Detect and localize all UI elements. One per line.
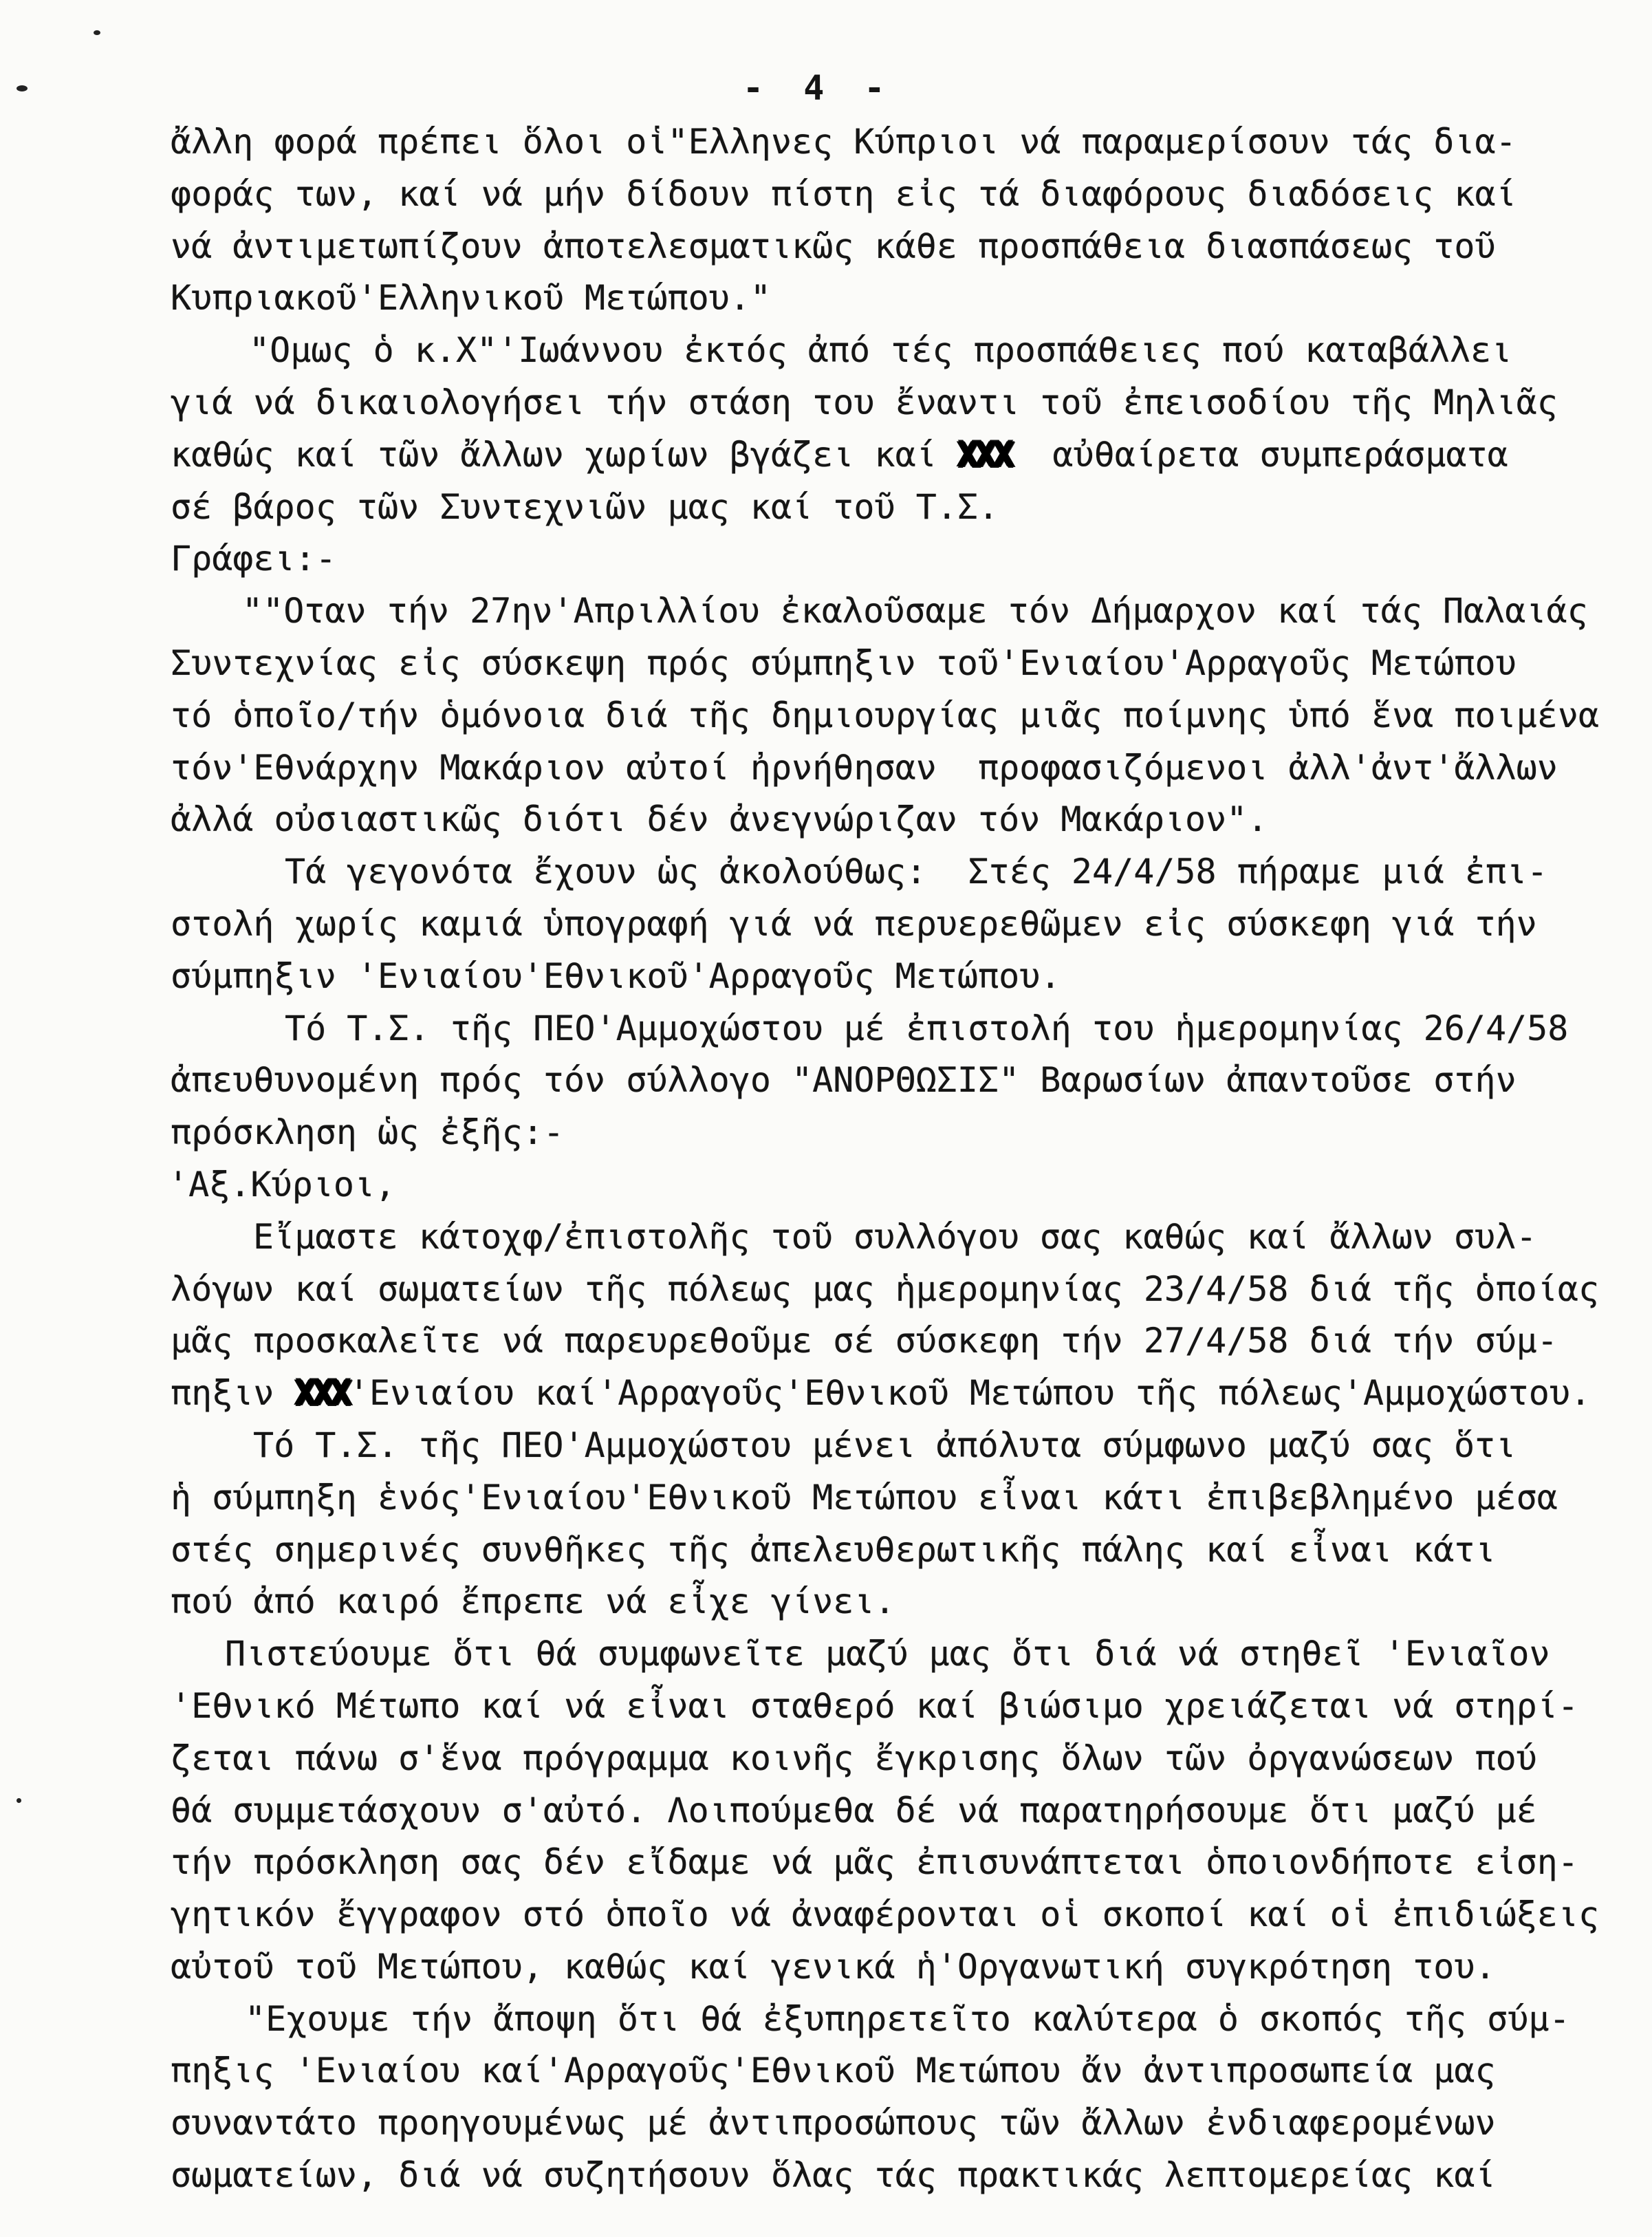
text-line: τόν'Εθνάρχην Μακάριον αὐτοί ἠρνήθησαν προφασιζόμενοι ἀλλ'ἀντ'ἄλλων (171, 747, 1558, 788)
text-line: 'Εθνικό Μέτωπο καί νά εἶναι σταθερό καί βιώσιμο χρειάζεται νά στηρί- (171, 1685, 1578, 1726)
paragraph-start-line: Τό Τ.Σ. τῆς ΠΕΟ'Αμμοχώστου μένει ἀπόλυτα σύμφωνο μαζύ σας ὅτι (253, 1425, 1517, 1465)
text-line: Γράφει:- (171, 539, 336, 579)
text-line: ἡ σύμπηξη ἑνός'Ενιαίου'Εθνικοῦ Μετώπου εἶναι κάτι ἐπιβεβλημένο μέσα (171, 1477, 1558, 1517)
paragraph-start-line: "Ομως ὁ κ.Χ"'Ιωάννου ἐκτός ἀπό τές προσπάθειες πού καταβάλλει (249, 330, 1512, 371)
text-line: πηξις 'Ενιαίου καί'Αρραγοῦς'Εθνικοῦ Μετώπου ἄν ἀντιπροσωπεία μας (171, 2051, 1496, 2091)
text-segment: 'Ενιαίου καί'Αρραγοῦς'Εθνικοῦ Μετώπου τῆς πόλεως'Αμμοχώστου. (348, 1373, 1591, 1414)
text-line: ἄλλη φορά πρέπει ὅλοι οἱ"Ελληνες Κύπριοι νά παραμερίσουν τάς δια- (171, 122, 1517, 162)
scan-speck (17, 85, 28, 91)
document-body (0, 116, 1652, 2202)
text-line: φοράς των, καί νά μήν δίδουν πίστη εἰς τά διαφόρους διαδόσεις καί (171, 173, 1517, 214)
text-line: ἀπευθυνομένη πρός τόν σύλλογο "ΑΝΟΡΘΩΣΙΣ" Βαρωσίων ἀπαντοῦσε στήν (171, 1060, 1517, 1101)
text-line: γητικόν ἔγγραφον στό ὁποῖο νά ἀναφέρονται οἱ σκοποί καί οἱ ἐπιδιώξεις (171, 1894, 1600, 1935)
text-line: σύμπηξιν 'Ενιαίου'Εθνικοῦ'Αρραγοῦς Μετώπου. (171, 955, 1061, 996)
text-line: πού ἀπό καιρό ἔπρεπε νά εἶχε γίνει. (171, 1581, 895, 1622)
text-line: συναντάτο προηγουμένως μέ ἀντιπροσώπους τῶν ἄλλων ἐνδιαφερομένων (171, 2103, 1496, 2143)
text-line: μᾶς προσκαλεῖτε νά παρευρεθοῦμε σέ σύσκεφη τήν 27/4/58 διά τήν σύμ- (171, 1321, 1558, 1361)
text-line: ζεται πάνω σ'ἕνα πρόγραμμα κοινῆς ἔγκρισης ὅλων τῶν ὀργανώσεων πού (171, 1738, 1537, 1778)
text-line: θά συμμετάσχουν σ'αὐτό. Λοιπούμεθα δέ νά παρατηρήσουμε ὅτι μαζύ μέ (171, 1790, 1537, 1830)
paragraph-start-line: Εἴμαστε κάτοχφ/ἐπιστολῆς τοῦ συλλόγου σας καθώς καί ἄλλων συλ- (253, 1216, 1537, 1257)
text-line: Κυπριακοῦ'Ελληνικοῦ Μετώπου." (171, 278, 771, 318)
paragraph-start-line: Πιστεύουμε ὅτι θά συμφωνεῖτε μαζύ μας ὅτι διά νά στηθεῖ 'Ενιαῖον (225, 1634, 1550, 1674)
text-line (0, 1368, 1652, 1420)
text-line: ἀλλά οὐσιαστικῶς διότι δέν ἀνεγνώριζαν τόν Μακάριον". (171, 799, 1268, 840)
text-line: πρόσκληση ὡς ἐξῆς:- (171, 1112, 564, 1153)
text-line: στολή χωρίς καμιά ὑπογραφή γιά νά περυερεθῶμεν εἰς σύσκεφη γιά τήν (171, 903, 1537, 944)
text-line (0, 429, 1652, 482)
text-line: λόγων καί σωματείων τῆς πόλεως μας ἡμερομηνίας 23/4/58 διά τῆς ὁποίας (171, 1268, 1600, 1309)
text-line: τό ὁποῖο/τήν ὁμόνοια διά τῆς δημιουργίας μιᾶς ποίμνης ὑπό ἕνα ποιμένα (171, 695, 1600, 735)
text-line: νά ἀντιμετωπίζουν ἀποτελεσματικῶς κάθε προσπάθεια διασπάσεως τοῦ (171, 226, 1496, 266)
overtyped-word: ΧΧΧ (294, 1373, 349, 1414)
text-line: Συντεχνίας εἰς σύσκεψη πρός σύμπηξιν τοῦ'Ενιαίου'Αρραγοῦς Μετώπου (171, 642, 1517, 683)
paragraph-start-line: Τό Τ.Σ. τῆς ΠΕΟ'Αμμοχώστου μέ ἐπιστολή του ἡμερομηνίας 26/4/58 (285, 1008, 1569, 1048)
paragraph-start-line: Τά γεγονότα ἔχουν ὡς ἀκολούθως: Στές 24/4/58 πήραμε μιά ἐπι- (285, 852, 1548, 892)
text-line: σωματείων, διά νά συζητήσουν ὅλας τάς πρακτικάς λεπτομερείας καί (171, 2155, 1496, 2196)
text-line: αὐτοῦ τοῦ Μετώπου, καθώς καί γενικά ἡ'Οργανωτική συγκρότηση του. (171, 1946, 1496, 1987)
page-number: - 4 - (743, 68, 895, 108)
text-segment: καθώς καί τῶν ἄλλων χωρίων βγάζει καί (171, 434, 957, 475)
text-segment: αὐθαίρετα συμπεράσματα (1011, 434, 1508, 475)
overtyped-word: ΧΧΧ (957, 434, 1012, 475)
quote-start-line: ""Οταν τήν 27ην'Απριλλίου ἐκαλοῦσαμε τόν Δήμαρχον καί τάς Παλαιάς (242, 591, 1588, 631)
letter-salutation: 'Αξ.Κύριοι, (168, 1164, 396, 1204)
scan-speck (94, 30, 100, 35)
text-line: στές σημερινές συνθῆκες τῆς ἀπελευθερωτικῆς πάλης καί εἶναι κάτι (171, 1529, 1496, 1570)
paragraph-start-line: "Εχουμε τήν ἄποψη ὅτι θά ἐξυπηρετεῖτο καλύτερα ὁ σκοπός τῆς σύμ- (245, 1998, 1570, 2039)
text-line: τήν πρόσκληση σας δέν εἴδαμε νά μᾶς ἐπισυνάπτεται ὁποιονδήποτε εἰση- (171, 1842, 1578, 1883)
text-line: γιά νά δικαιολογήσει τήν στάση του ἔναντι τοῦ ἐπεισοδίου τῆς Μηλιᾶς (171, 382, 1558, 422)
text-segment: πηξιν (171, 1373, 295, 1414)
text-line: σέ βάρος τῶν Συντεχνιῶν μας καί τοῦ Τ.Σ. (171, 486, 999, 527)
